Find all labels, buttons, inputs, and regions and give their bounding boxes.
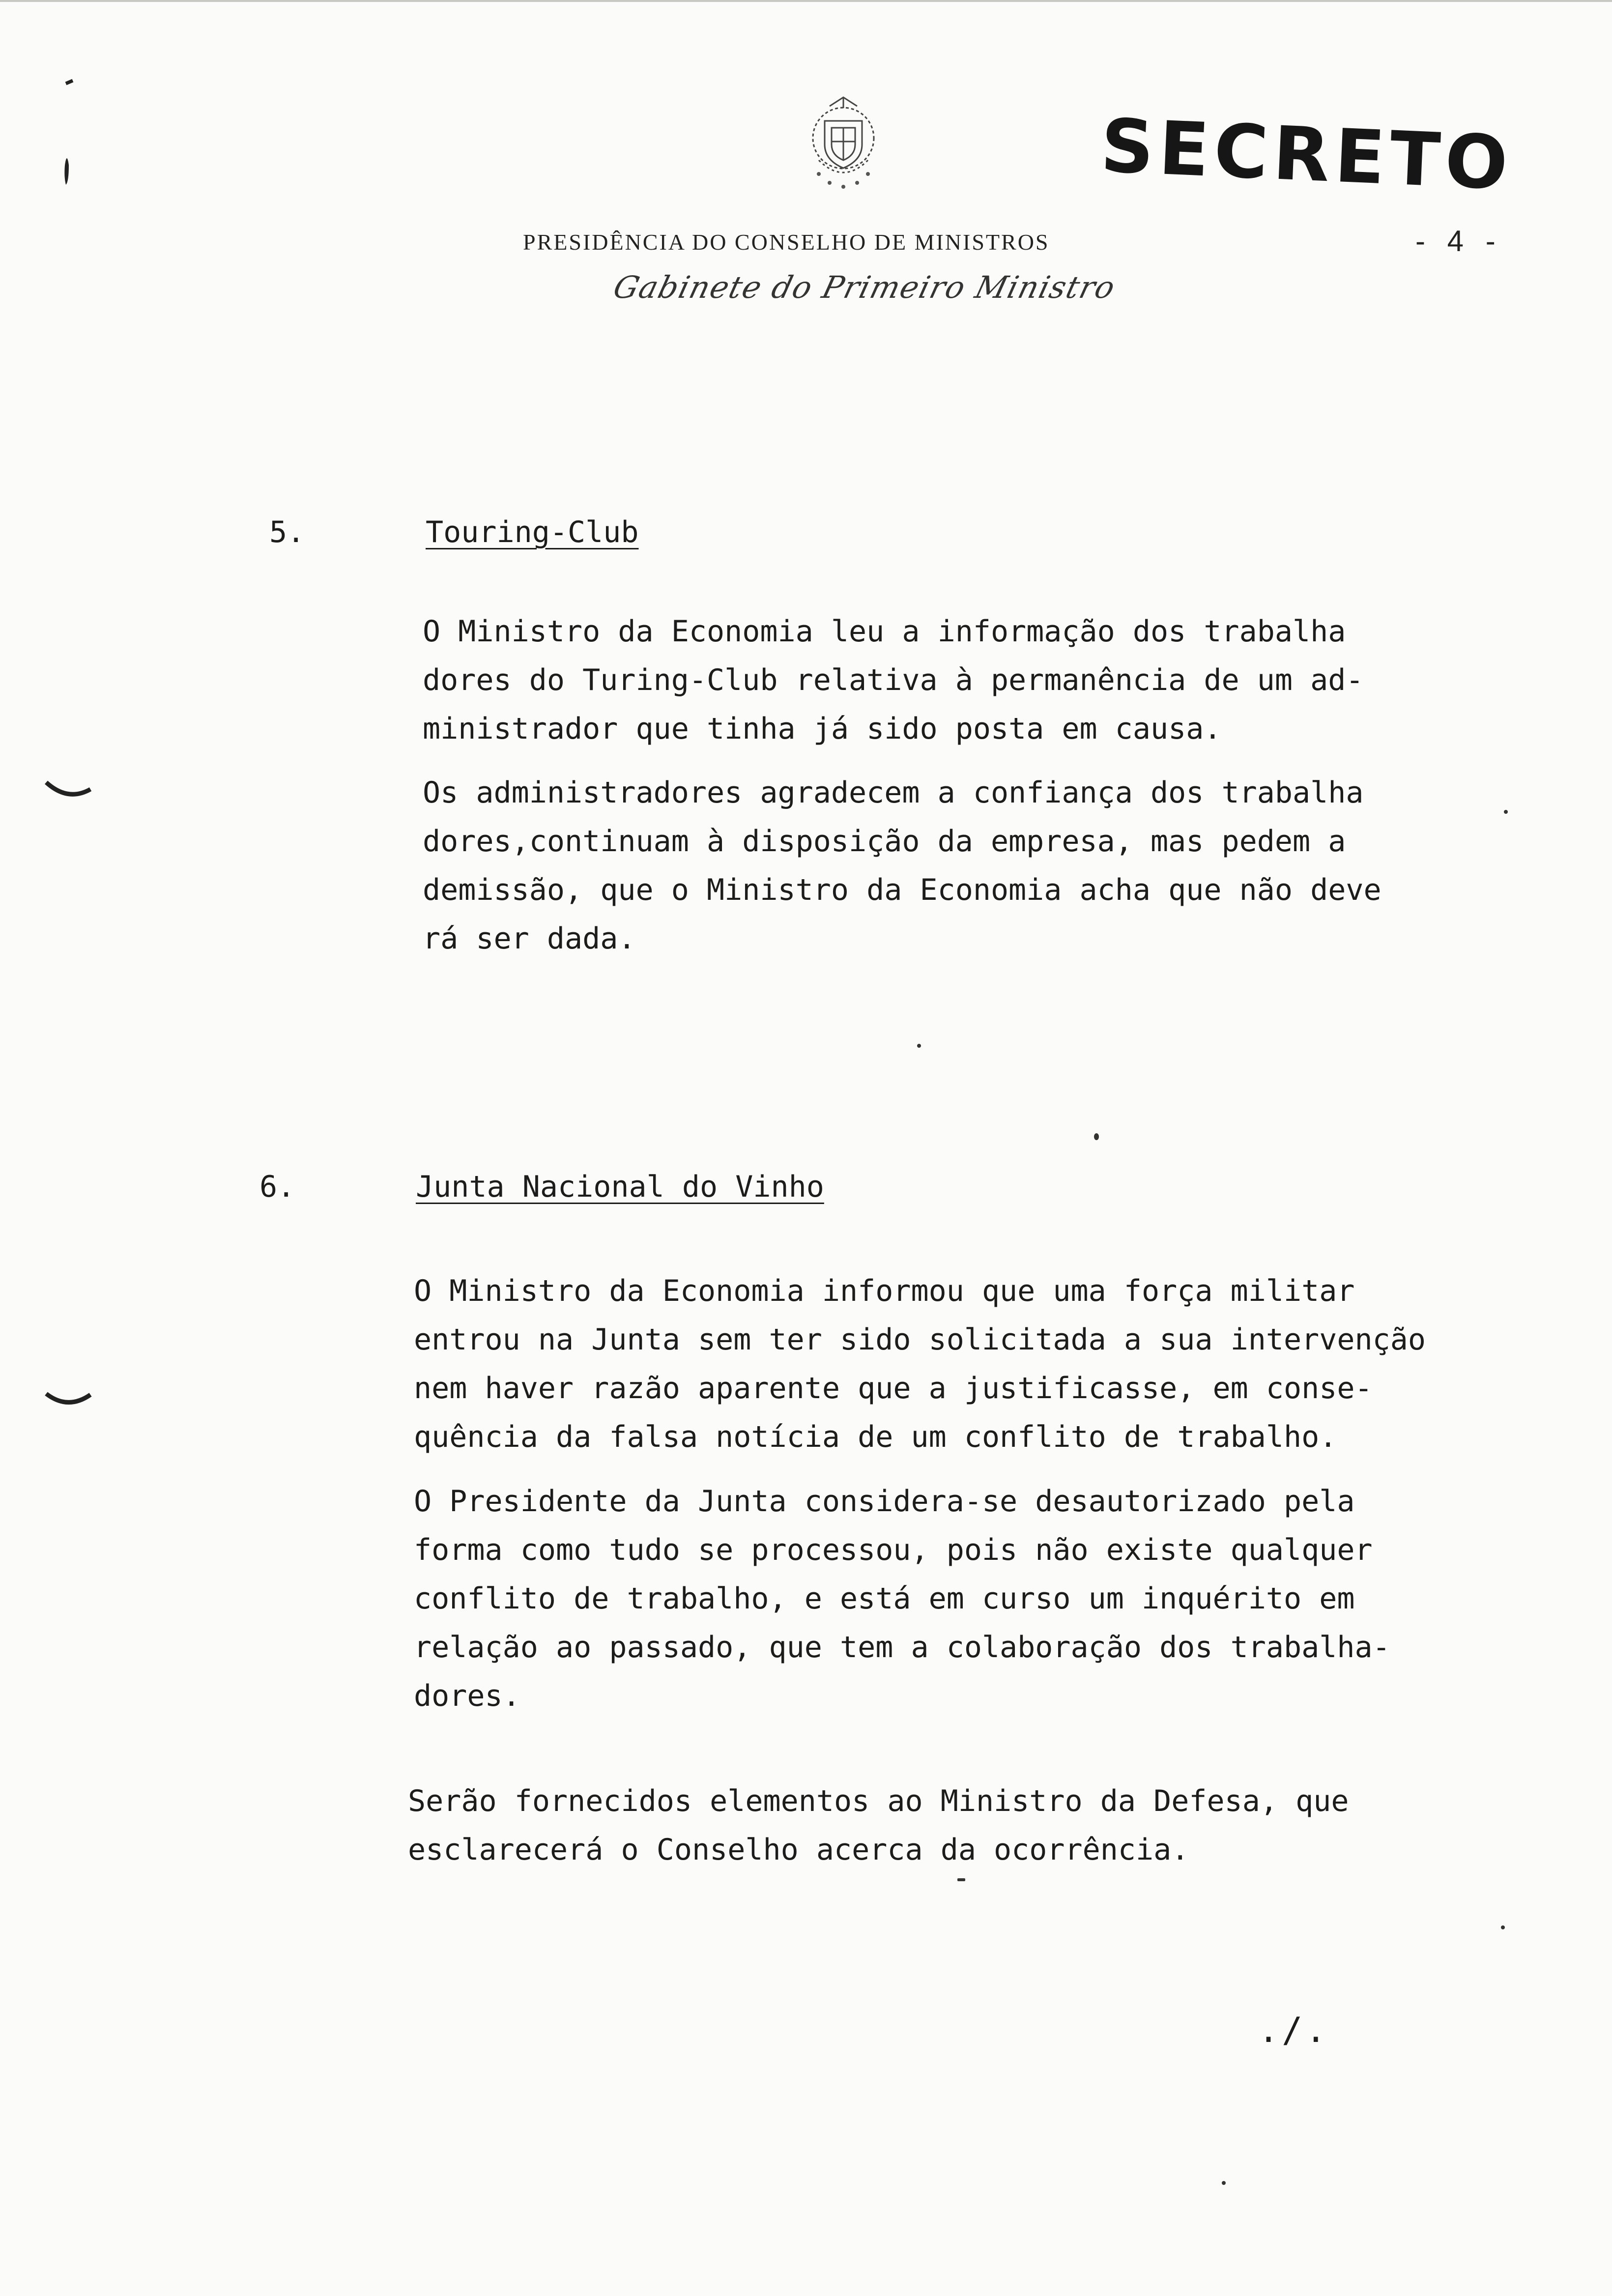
continuation-mark: ./.	[1258, 2010, 1329, 2050]
punch-hole-mark-icon	[43, 1386, 102, 1415]
section-title: Touring-Club	[426, 515, 639, 549]
section-paragraph: O Ministro da Economia leu a informação dos trabalha dores do Turing-Club relativa à permanência de um ad- ministrador que tinha já sido posta em causa.	[423, 614, 1364, 746]
top-edge-rule	[0, 0, 1612, 2]
page-number: - 4 -	[1415, 225, 1502, 258]
speck	[1504, 810, 1508, 814]
section-paragraph: Os administradores agradecem a confiança dos trabalha dores,continuam à disposição da empresa, mas pedem a demissão, que o Ministro da Economia acha que não deve rá ser dada.	[423, 775, 1382, 956]
cabinet-subheader: Gabinete do Primeiro Ministro	[609, 269, 1120, 305]
speck	[1222, 2181, 1226, 2185]
speck	[1501, 1925, 1505, 1929]
speck	[957, 1878, 965, 1881]
section-paragraph: Serão fornecidos elementos ao Ministro da Defesa, que esclarecerá o Conselho acerca da ocorrência.	[408, 1784, 1349, 1867]
section-number: 6.	[259, 1170, 295, 1204]
coat-of-arms-seal-icon	[784, 86, 902, 204]
section-number: 5.	[269, 515, 305, 549]
punch-hole-mark-icon	[43, 776, 102, 806]
section-title: Junta Nacional do Vinho	[416, 1170, 824, 1204]
speck	[917, 1044, 921, 1048]
secret-classification-stamp: SECRETO	[1099, 103, 1515, 207]
section-paragraph: O Presidente da Junta considera-se desautorizado pela forma como tudo se processou, pois não existe qualquer conflito de trabalho, e está em curso um inquérito em relação ao passado, que tem a colaboração dos trabalha- dores.	[414, 1484, 1390, 1713]
section-paragraph: O Ministro da Economia informou que uma força militar entrou na Junta sem ter sido solicitada a sua intervenção nem haver razão aparente que a justificasse, em conse- quência da falsa notícia de um conflito de trabalho.	[414, 1274, 1426, 1454]
margin-marks-icon	[47, 69, 86, 206]
office-header: PRESIDÊNCIA DO CONSELHO DE MINISTROS	[523, 230, 1050, 255]
speck	[1094, 1133, 1099, 1140]
